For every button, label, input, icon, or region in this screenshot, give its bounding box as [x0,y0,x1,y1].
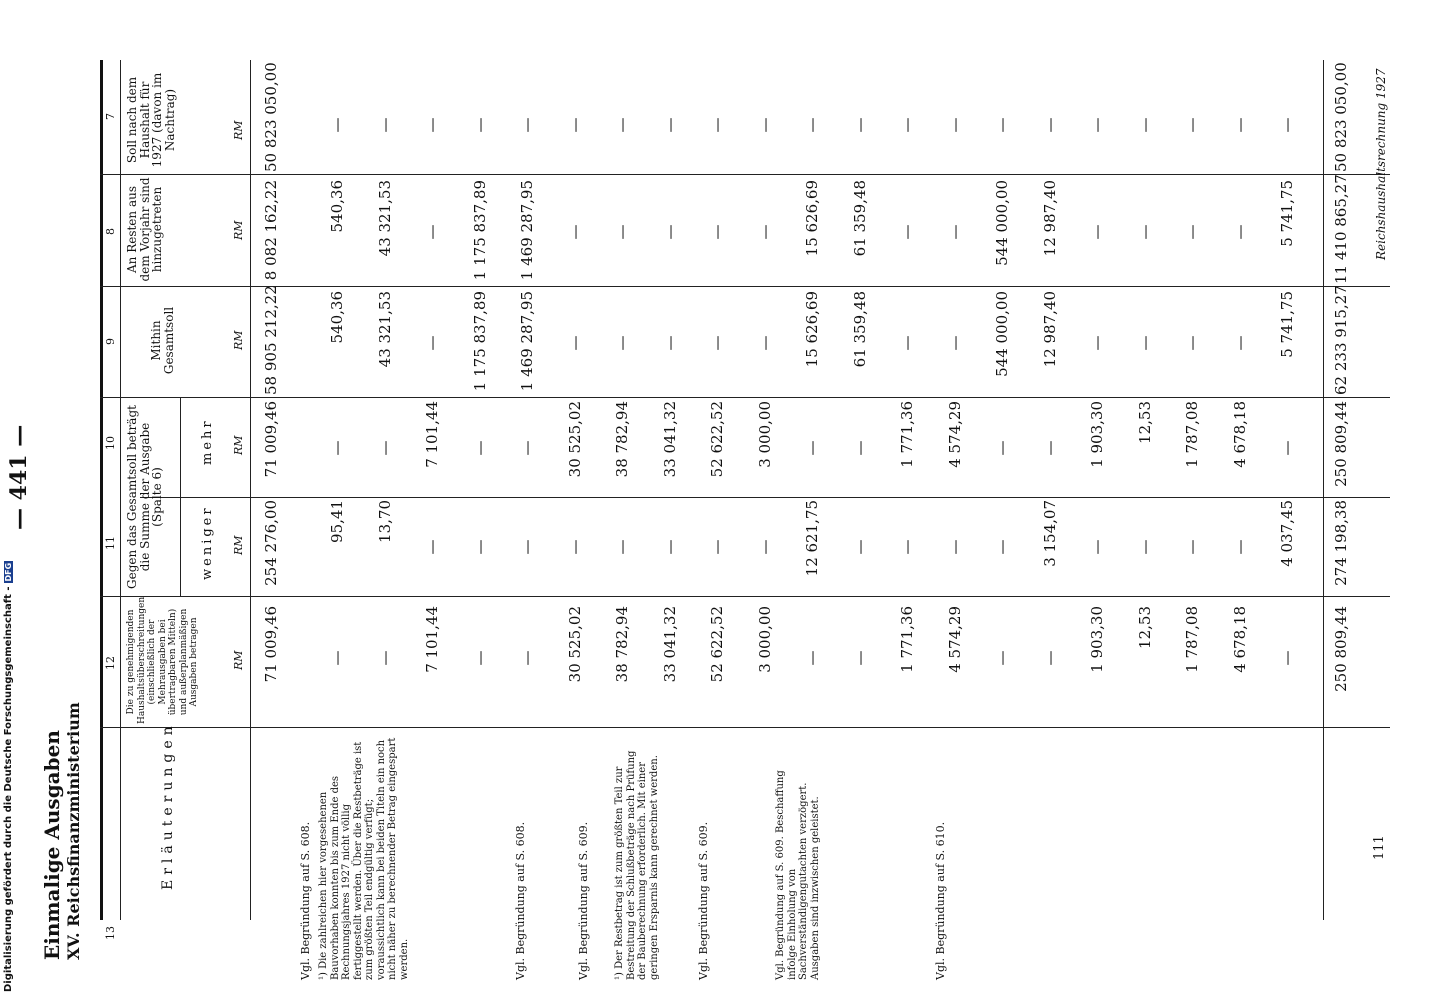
total-top-c7: 50 823 050,00 [262,62,280,172]
cell-c10: 4 678,18 [1230,401,1249,468]
cell-c11: — [1183,539,1201,555]
cell-c11: — [708,539,726,555]
note-begruendung-609-b: Vgl. Begründung auf S. 609. [697,821,710,980]
cell-c11: 3 154,07 [1040,500,1059,567]
cell-c12: — [375,650,394,666]
col-number-12: 12 [104,656,117,670]
cell-c8: — [613,224,631,240]
total-top-c12: 71 009,46 [262,606,280,683]
col-number-10: 10 [104,436,117,450]
cell-c9: — [1088,335,1106,351]
cell-c11: — [470,539,489,555]
header-bottom-rule [250,60,251,920]
cell-c11: — [613,539,631,555]
cell-c9: — [613,335,631,351]
cell-c12: 12,53 [1135,606,1154,649]
cell-c7: — [375,117,394,133]
table-top-rule [100,60,103,920]
cell-c7: — [1230,117,1249,133]
cell-c7: — [1135,117,1154,133]
col-header-10-11: Gegen das Gesamtsoll beträgt die Summe der Ausgabe (Spalte 6) [125,405,164,589]
cell-c11: — [1088,539,1106,555]
col-header-8: An Resten aus dem Vorjahr sind hinzugetreten [125,177,164,282]
cell-c8: — [755,224,774,240]
cell-c11: — [945,539,964,555]
dfg-logo: DFG [4,562,13,582]
cell-c12: 4 574,29 [945,606,964,673]
col-number-8: 8 [104,228,117,235]
cell-c11: — [660,539,679,555]
cell-c10: — [850,440,869,456]
cell-c11: 4 037,45 [1278,500,1296,567]
total-bottom-c10: 250 809,44 [1332,401,1350,487]
cell-c9: — [708,335,726,351]
cell-c9: — [423,335,441,351]
cell-c10: 33 041,32 [660,401,679,478]
cell-c8: 5 741,75 [1278,180,1296,247]
cell-c7: — [660,117,679,133]
cell-c12: 3 000,00 [755,606,774,673]
cell-c9: — [1183,335,1201,351]
cell-c7: — [565,117,584,133]
cell-c9: — [1230,335,1249,351]
section-subtitle: XV. Reichsfinanzministerium [64,702,83,960]
cell-c9: 12 987,40 [1040,291,1059,368]
cell-c12: 52 622,52 [708,606,726,683]
cell-c12: 4 678,18 [1230,606,1249,673]
sponsor-note [3,561,14,992]
col-number-9: 9 [104,338,117,345]
col-header-9: Mithin Gesamtsoll [149,306,176,375]
cell-c9: 540,36 [328,291,346,344]
cell-c12: 7 101,44 [423,606,441,673]
cell-c8: 540,36 [328,180,346,233]
unit-c11: RM [232,535,245,555]
cell-c7: — [328,117,346,133]
cell-c9: — [898,335,916,351]
cell-c7: — [755,117,774,133]
cell-c7: — [470,117,489,133]
cell-c10: — [328,440,346,456]
cell-c9: — [1135,335,1154,351]
cell-c10: 1 787,08 [1183,401,1201,468]
page-number: — 441 — [6,424,32,530]
footer-page-number: 111 [1372,835,1387,860]
cell-c7: — [1278,117,1296,133]
cell-c8: 61 359,48 [850,180,869,257]
cell-c8: — [1088,224,1106,240]
note-begruendung-609-c: Vgl. Begründung auf S. 609. Beschaffung infolge Einholung von Sachverständigengutachten verzögert. Ausgaben sind inzwischen geleistet. [775,770,821,980]
cell-c8: 544 000,00 [993,180,1011,266]
cell-c12: 38 782,94 [613,606,631,683]
col-sep-10-11 [140,497,1390,498]
col-sep-9-10 [100,397,1390,398]
cell-c9: 43 321,53 [375,291,394,368]
cell-c10: 52 622,52 [708,401,726,478]
cell-c12: 30 525,02 [565,606,584,683]
cell-c8: — [708,224,726,240]
cell-c9: 61 359,48 [850,291,869,368]
cell-c11: 13,70 [375,500,394,543]
footer-reichshaushaltsrechnung: Reichshaushaltsrechnung 1927 [1374,68,1388,260]
note-begruendung-610: Vgl. Begründung auf S. 610. [934,821,947,980]
cell-c12: 1 903,30 [1088,606,1106,673]
unit-c9: RM [232,330,245,350]
col-header-7: Soll nach dem Haushalt für 1927 (davon im Nachtrag) [125,72,177,168]
cell-c12: — [1040,650,1059,666]
total-bottom-c7: 50 823 050,00 [1332,62,1350,172]
cell-c11: — [565,539,584,555]
cell-c10: 1 903,30 [1088,401,1106,468]
col-header-13: Erläuterungen [160,721,176,890]
cell-c10: — [1278,440,1296,456]
cell-c12: — [993,650,1011,666]
col-number-11: 11 [104,536,117,550]
cell-c12: 1 771,36 [898,606,916,673]
cell-c11: — [898,539,916,555]
cell-c10: 1 771,36 [898,401,916,468]
sponsor-text: Digitalisierung gefördert durch die Deutsche Forschungsgemeinschaft - [3,586,14,992]
total-bottom-c9: 62 233 915,27 [1332,285,1350,395]
cell-c9: — [945,335,964,351]
total-top-c10: 71 009,46 [262,401,280,478]
cell-c10: 7 101,44 [423,401,441,468]
cell-c7: — [1040,117,1059,133]
total-top-c11: 254 276,00 [262,500,280,586]
cell-c9: 15 626,69 [803,291,821,368]
cell-c7: — [613,117,631,133]
cell-c12: — [803,650,821,666]
total-top-c8: 8 082 162,22 [262,180,280,281]
col-sep-8-9 [100,286,1390,287]
cell-c10: 4 574,29 [945,401,964,468]
note-restbetrag: ¹) Der Restbetrag ist zum größten Teil zur Bestreitung der Schlußbeträge nach Prüfung der Bauberechnung erforderlich. Mit einer geringen Ersparnis kann gerechnet werden. [614,750,660,980]
unit-c12: RM [232,650,245,670]
cell-c12: — [850,650,869,666]
cell-c7: — [1183,117,1201,133]
cell-c8: 15 626,69 [803,180,821,257]
cell-c10: 30 525,02 [565,401,584,478]
col-sep-12-13 [100,727,1390,728]
cell-c11: — [518,539,536,555]
cell-c7: — [945,117,964,133]
col-sep-7-8 [100,174,1390,175]
cell-c7: — [518,117,536,133]
note-bauvorhaben: ¹) Die zahlreichen hier vorgesehenen Bauvorhaben konnten bis zum Ende des Rechnungsjahres 1927 nicht völlig fertiggestellt werden. Über die Restbeträge ist zum größten Teil endgültig verfügt; voraussichtlich kann bei beiden Titeln ein noch nicht näher zu berechnender Betrag eingespart werden. [318,737,410,980]
cell-c11: 95,41 [328,500,346,543]
cell-c8: 12 987,40 [1040,180,1059,257]
cell-c8: — [423,224,441,240]
cell-c11: 12 621,75 [803,500,821,577]
unit-c7: RM [232,120,245,140]
cell-c8: — [1135,224,1154,240]
cell-c7: — [993,117,1011,133]
col-number-rule [120,60,121,920]
cell-c8: — [945,224,964,240]
cell-c9: 5 741,75 [1278,291,1296,358]
cell-c9: 1 175 837,89 [470,291,489,392]
col-number-13: 13 [104,926,117,940]
cell-c10: — [803,440,821,456]
cell-c7: — [1088,117,1106,133]
cell-c9: 544 000,00 [993,291,1011,377]
cell-c10: 3 000,00 [755,401,774,468]
cell-c7: — [423,117,441,133]
cell-c9: — [660,335,679,351]
cell-c9: 1 469 287,95 [518,291,536,392]
unit-c10: RM [232,435,245,455]
total-bottom-c8: 11 410 865,27 [1332,174,1350,284]
cell-c11: — [755,539,774,555]
cell-c12: — [328,650,346,666]
cell-c8: 43 321,53 [375,180,394,257]
cell-c8: 1 175 837,89 [470,180,489,281]
note-begruendung-609-a: Vgl. Begründung auf S. 609. [577,821,590,980]
cell-c10: — [993,440,1011,456]
note-begruendung-608-a: Vgl. Begründung auf S. 608. [299,821,312,980]
cell-c11: — [850,539,869,555]
unit-c8: RM [232,220,245,240]
cell-c7: — [803,117,821,133]
cell-c7: — [850,117,869,133]
cell-c8: — [898,224,916,240]
col-header-12: Die zu genehmigenden Haushaltsüberschreitungen (einschließlich der Mehrausgaben bei übertragbaren Mitteln) und außerplanmäßigen Ausgaben betragen [126,596,199,724]
cell-c10: — [518,440,536,456]
col-header-11: weniger [200,505,215,580]
section-title: Einmalige Ausgaben [40,730,64,960]
cell-c12: — [1278,650,1296,666]
cell-c10: 12,53 [1135,401,1154,444]
cell-c12: — [518,650,536,666]
cell-c7: — [898,117,916,133]
col-number-7: 7 [104,113,117,120]
cell-c8: — [1183,224,1201,240]
cell-c12: 1 787,08 [1183,606,1201,673]
cell-c11: — [423,539,441,555]
col-header-10: mehr [200,418,215,465]
total-bottom-c12: 250 809,44 [1332,606,1350,692]
cell-c8: 1 469 287,95 [518,180,536,281]
totals-rule [1323,60,1324,920]
cell-c8: — [1230,224,1249,240]
note-begruendung-608-b: Vgl. Begründung auf S. 608. [514,821,527,980]
cell-c10: — [470,440,489,456]
cell-c11: — [993,539,1011,555]
cell-c12: 33 041,32 [660,606,679,683]
col10-11-subrule [180,398,181,597]
cell-c11: — [1135,539,1154,555]
cell-c12: — [470,650,489,666]
cell-c9: — [755,335,774,351]
cell-c7: — [708,117,726,133]
cell-c8: — [660,224,679,240]
total-bottom-c11: 274 198,38 [1332,500,1350,586]
cell-c9: — [565,335,584,351]
cell-c10: — [1040,440,1059,456]
cell-c11: — [1230,539,1249,555]
cell-c8: — [565,224,584,240]
cell-c10: — [375,440,394,456]
col-sep-11-12 [100,596,1390,597]
total-top-c9: 58 905 212,22 [262,285,280,395]
cell-c10: 38 782,94 [613,401,631,478]
